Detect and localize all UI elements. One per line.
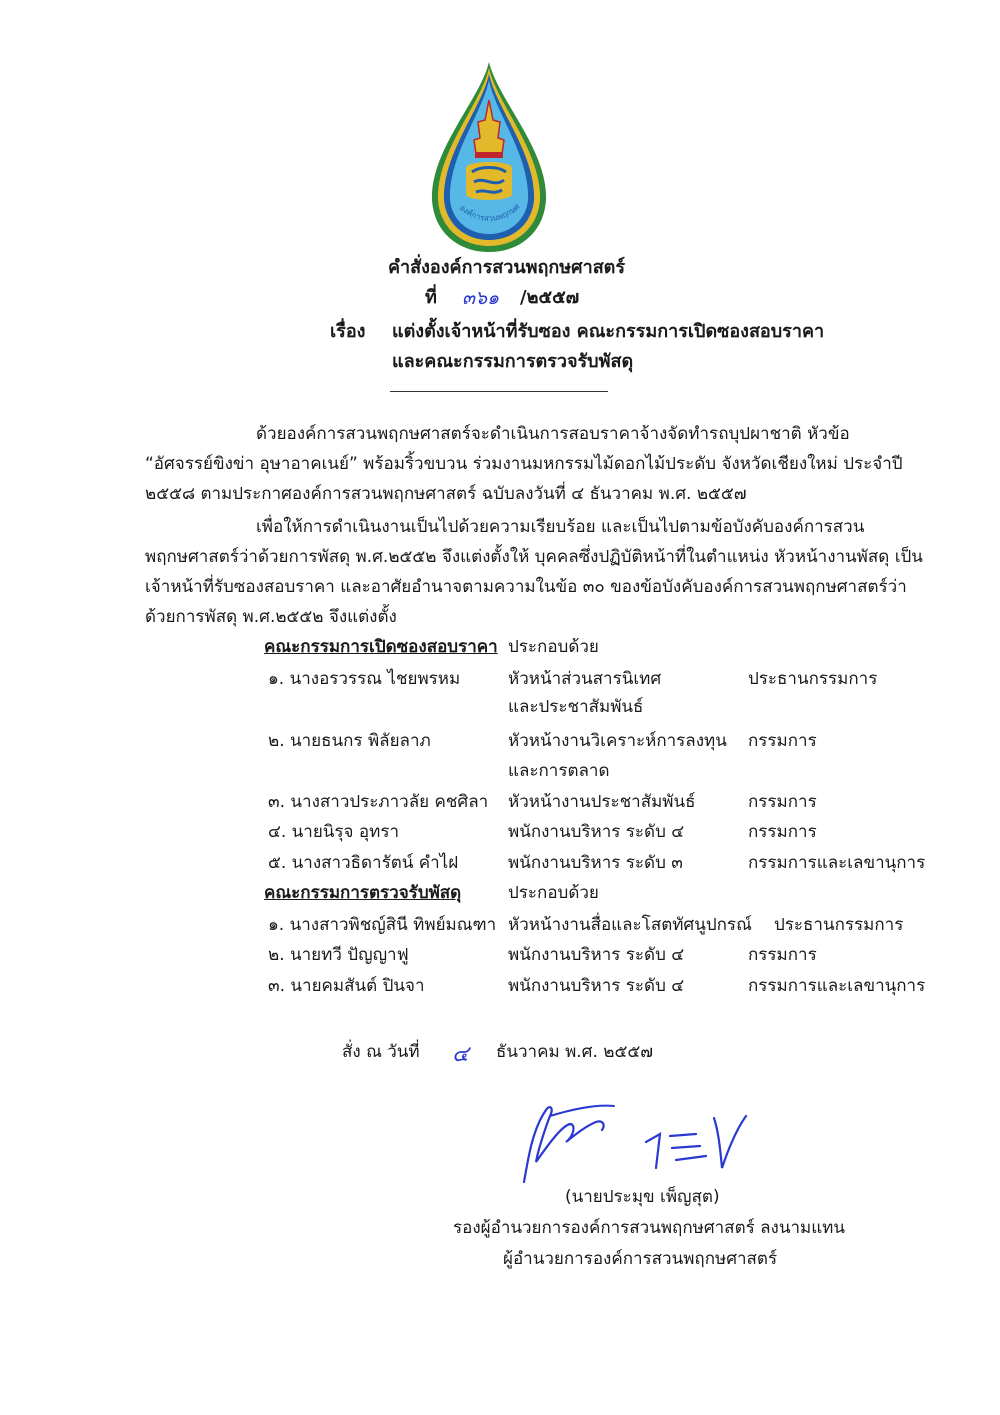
committee1-suffix: ประกอบด้วย [508, 637, 599, 657]
c1-member-3-position: หัวหน้างานประชาสัมพันธ์ [508, 792, 696, 812]
signer-title-2: ผู้อำนวยการองค์การสวนพฤกษศาสตร์ [503, 1249, 778, 1269]
para2-line-1: เพื่อให้การดำเนินงานเป็นไปด้วยความเรียบร้อย และเป็นไปตามข้อบังคับองค์การสวน [256, 517, 865, 537]
c1-member-2-name: ๒. นายธนกร พิลัยลาภ [268, 731, 431, 751]
c1-member-4-role: กรรมการ [748, 822, 817, 842]
c2-member-2-position: พนักงานบริหาร ระดับ ๔ [508, 945, 685, 965]
c1-member-5-role: กรรมการและเลขานุการ [748, 853, 926, 873]
para1-line-1: ด้วยองค์การสวนพฤกษศาสตร์จะดำเนินการสอบราคาจ้างจัดทำรถบุปผาชาติ หัวข้อ [256, 424, 850, 444]
committee2-suffix: ประกอบด้วย [508, 883, 599, 903]
subject-line-1: แต่งตั้งเจ้าหน้าที่รับซอง คณะกรรมการเปิดซองสอบราคา [392, 321, 825, 342]
order-number-label: ที่ [425, 287, 437, 308]
dateline-prefix: สั่ง ณ วันที่ [342, 1042, 420, 1062]
para2-line-4: ด้วยการพัสดุ พ.ศ.๒๕๕๒ จึงแต่งตั้ง [145, 607, 397, 627]
c1-member-3-role: กรรมการ [748, 792, 817, 812]
subject-line-2: และคณะกรรมการตรวจรับพัสดุ [392, 351, 634, 372]
c1-member-3-name: ๓. นางสาวประภาวลัย คชศิลา [268, 792, 489, 812]
committee1-title: คณะกรรมการเปิดซองสอบราคา [264, 637, 498, 657]
c2-member-3-position: พนักงานบริหาร ระดับ ๔ [508, 976, 685, 996]
order-number-year: /๒๕๕๗ [520, 287, 580, 308]
c1-member-4-name: ๔. นายนิรุจ อุทรา [268, 822, 400, 842]
c2-member-3-role: กรรมการและเลขานุการ [748, 976, 926, 996]
c2-member-1-name: ๑. นางสาวพิชญ์สินี ทิพย์มณฑา [268, 915, 497, 935]
c1-member-5-position: พนักงานบริหาร ระดับ ๓ [508, 853, 683, 873]
c1-member-2-position: หัวหน้างานวิเคราะห์การลงทุน [508, 731, 727, 751]
c2-member-2-role: กรรมการ [748, 945, 817, 965]
para1-line-3: ๒๕๕๘ ตามประกาศองค์การสวนพฤกษศาสตร์ ฉบับลงวันที่ ๔ ธันวาคม พ.ศ. ๒๕๕๗ [145, 484, 747, 504]
subject-label: เรื่อง [330, 321, 366, 342]
c1-member-1-position-2: และประชาสัมพันธ์ [508, 697, 644, 717]
dateline-rest: ธันวาคม พ.ศ. ๒๕๕๗ [496, 1042, 654, 1062]
para1-line-2: “อัศจรรย์ขิงข่า อุษาอาคเนย์” พร้อมริ้วขบวน ร่วมงานมหกรรมไม้ดอกไม้ประดับ จังหวัดเชียงใหม่ ประจำปี [145, 454, 903, 474]
c1-member-4-position: พนักงานบริหาร ระดับ ๔ [508, 822, 685, 842]
para2-line-3: เจ้าหน้าที่รับซองสอบราคา และอาศัยอำนาจตามความในข้อ ๓๐ ของข้อบังคับองค์การสวนพฤกษศาสตร์ว่า [145, 577, 907, 597]
c1-member-1-position: หัวหน้าส่วนสารนิเทศ [508, 669, 662, 689]
c2-member-1-position: หัวหน้างานสื่อและโสตทัศนูปกรณ์ [508, 915, 752, 935]
c1-member-5-name: ๕. นางสาวธิดารัตน์ คำไฝ [268, 853, 459, 873]
c2-member-2-name: ๒. นายทวี ปัญญาฟู [268, 945, 409, 965]
handwritten-signature [510, 1090, 760, 1190]
signer-title-1: รองผู้อำนวยการองค์การสวนพฤกษศาสตร์ ลงนามแทน [453, 1218, 846, 1238]
committee2-title: คณะกรรมการตรวจรับพัสดุ [264, 883, 462, 903]
dateline-day-handwritten: ๔ [452, 1042, 469, 1067]
header-divider [390, 391, 608, 392]
c1-member-2-role: กรรมการ [748, 731, 817, 751]
c1-member-1-role: ประธานกรรมการ [748, 669, 878, 689]
svg-text:องค์การสวนพฤกษศาสตร์: องค์การสวนพฤกษศ [457, 202, 522, 224]
c2-member-3-name: ๓. นายคมสันต์ ปินจา [268, 976, 425, 996]
organization-logo [428, 60, 550, 254]
order-title: คำสั่งองค์การสวนพฤกษศาสตร์ [388, 257, 626, 278]
c1-member-1-name: ๑. นางอรวรรณ ไชยพรหม [268, 669, 461, 689]
c2-member-1-role: ประธานกรรมการ [774, 915, 904, 935]
c1-member-2-position-2: และการตลาด [508, 761, 610, 781]
para2-line-2: พฤกษศาสตร์ว่าด้วยการพัสดุ พ.ศ.๒๕๕๒ จึงแต่งตั้งให้ บุคคลซึ่งปฏิบัติหน้าที่ในตำแหน่ง หัวหน้างานพัสดุ เป็น [145, 547, 923, 567]
order-number-handwritten: ๓๖๑ [462, 287, 500, 309]
signer-name: (นายประมุข เพ็ญสุต) [565, 1187, 720, 1207]
